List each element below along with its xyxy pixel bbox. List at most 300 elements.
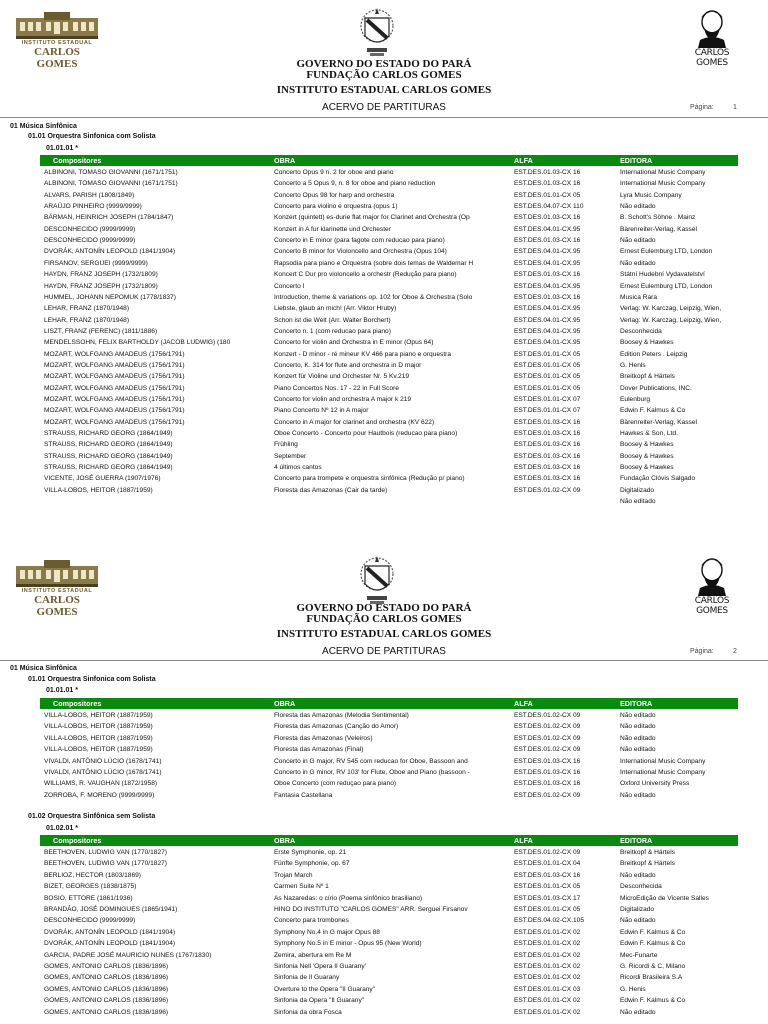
alfa-cell: EST.DES.01.01-CX 05 [514, 384, 581, 392]
alfa-cell: EST.DES.01.02-CX 09 [514, 723, 581, 731]
work-cell: Erste Symphonie, op. 21 [274, 849, 347, 856]
header-institute: INSTITUTO ESTADUAL CARLOS GOMES [276, 84, 492, 96]
publisher-cell: International Music Company [620, 180, 706, 188]
alfa-cell: EST.DES.04.07-CX 110 [514, 203, 584, 211]
table-row [44, 315, 744, 326]
publisher-cell: Lyra Music Company [620, 191, 682, 199]
table-header [40, 698, 738, 709]
composer-cell: VIVALDI, ANTÔNIO LÚCIO (1678/1741) [44, 757, 162, 765]
work-cell: Konzert (quintett) es-durie flat major for Clarinet and Orchestra (Op [274, 214, 470, 222]
table-row [44, 927, 744, 938]
work-cell: Concerto Opus 98 for harp and orchestra [274, 191, 395, 199]
composer-cell: HAYDN, FRANZ JOSEPH (1732/1809) [44, 271, 158, 279]
header-institute: INSTITUTO ESTADUAL CARLOS GOMES [276, 628, 492, 640]
composer-cell: ALBINONI, TOMASO GIOVANNI (1671/1751) [44, 180, 178, 188]
alfa-cell: EST.DES.01.03-CX 16 [514, 180, 581, 188]
composer-cell: MOZART, WOLFGANG AMADEUS (1756/1791) [44, 396, 185, 403]
table-row [44, 246, 744, 257]
publisher-cell: Desconhecida [620, 883, 662, 891]
table-row [44, 281, 744, 292]
table-row [44, 303, 744, 314]
publisher-cell: Musica Rara [620, 293, 658, 301]
work-cell: Concerto for violin and Orchestra in E minor (Opus 64) [274, 339, 434, 347]
page-number: 1 [733, 104, 737, 111]
alfa-cell: EST.DES.01.03-CX 16 [514, 214, 581, 222]
col-work: OBRA [274, 699, 296, 708]
composer-cell: STRAUSS, RICHARD GEORG (1864/1949) [44, 464, 173, 472]
col-composer: Compositores [53, 156, 102, 165]
composer-cell: BEETHOVEN, LUDWIG VAN (1770/1827) [44, 849, 168, 856]
work-cell: Concerto Opus 9 n. 2 for oboe and piano [274, 169, 394, 176]
publisher-cell: International Music Company [620, 769, 706, 776]
table-row [44, 167, 744, 178]
alfa-cell: EST.DES.01.02-CX 09 [514, 791, 581, 799]
composer-cell: HAYDN, FRANZ JOSEPH (1732/1809) [44, 282, 158, 290]
table-row [44, 744, 744, 755]
work-cell: Concerto I [274, 282, 305, 290]
composer-cell: HUMMEL, JOHANN NEPOMUK (1778/1837) [44, 293, 176, 301]
work-cell: Floresta das Amazonas (Veleiros) [274, 734, 373, 742]
table-row [44, 337, 744, 348]
publisher-cell: Digitalizado [620, 486, 655, 494]
col-work: OBRA [274, 156, 296, 165]
composer-cell: FIRSANOV, SERGUEI (9999/9999) [44, 259, 148, 267]
page-label: Página: [690, 648, 714, 655]
page-label: Página: [690, 104, 714, 111]
table-row [44, 190, 744, 201]
composer-cell: BERLIOZ, HECTOR (1803/1869) [44, 871, 141, 879]
report-page-2 [0, 548, 768, 1024]
table-row [44, 756, 744, 767]
alfa-cell: EST.DES.01.03-CX 16 [514, 293, 581, 301]
group-heading: 01.01.01 * [46, 145, 78, 152]
alfa-cell: EST.DES.01.01-CX 05 [514, 883, 581, 891]
work-cell: Fünfte Symphonie, op. 67 [274, 860, 350, 868]
publisher-cell: Não editado [620, 237, 656, 245]
work-cell: Carmen Suite Nº 1 [274, 883, 329, 891]
building-icon [14, 10, 100, 40]
alfa-cell: EST.DES.01.02-CX 09 [514, 746, 581, 754]
alfa-cell: EST.DES.01.03-CX 16 [514, 271, 581, 279]
header-foundation: FUNDAÇÃO CARLOS GOMES [306, 613, 462, 625]
work-cell: As Nazaredas: o círio (Poema sinfônico brasiliano) [274, 894, 423, 902]
work-cell: Liebste, glaub an mich! (Arr. Viktor Hruby) [274, 305, 397, 313]
work-cell: Concerto B minor for Violoncello and Orchestra (Opus 104) [274, 248, 447, 256]
alfa-cell: EST.DES.01.01-CX 02 [514, 940, 581, 948]
instituto-logo [14, 10, 100, 70]
publisher-cell: Edwin F. Kalmus & Co [620, 997, 686, 1005]
alfa-cell: EST.DES.01.01-CX 05 [514, 361, 581, 369]
table-row [44, 360, 744, 371]
work-cell: Overture to the Opera "Il Guarany" [274, 985, 376, 993]
table-row [44, 349, 744, 360]
logo-caption-small: FUNDAÇÃO [698, 44, 726, 49]
composer-cell: DESCONHECIDO (9999/9999) [44, 917, 136, 925]
table-row [44, 462, 744, 473]
work-cell: Sinfonia Nell 'Opera Il Guarany' [274, 963, 366, 970]
logo-title: CARLOS GOMES [34, 594, 80, 618]
publisher-cell: Mec-Funarte [620, 951, 658, 959]
composer-cell: MENDELSSOHN, FELIX BARTHOLDY (JACOB LUDWIG) (180 [44, 339, 231, 347]
alfa-cell: EST.DES.01.03-CX 16 [514, 780, 581, 788]
table-row [44, 710, 744, 721]
work-cell: Floresta das Amazonas (Melodia Sentimental) [274, 712, 409, 719]
building-icon [14, 558, 100, 588]
table-row [44, 178, 744, 189]
composer-cell: BIZET, GEORGES (1838/1875) [44, 883, 137, 891]
alfa-cell: EST.DES.04.01-CX.95 [514, 259, 581, 267]
header-divider [0, 660, 768, 661]
publisher-cell: Não editado [620, 203, 656, 211]
header-government: GOVERNO DO ESTADO DO PARÁ [296, 58, 472, 70]
work-cell: Oboe Concerto (com reduçao para piano) [274, 780, 397, 788]
publisher-cell: Não editado [620, 734, 656, 742]
publisher-cell: Não editado [620, 917, 656, 925]
composer-cell: VILLA-LOBOS, HEITOR (1887/1959) [44, 734, 153, 742]
composer-cell: STRAUSS, RICHARD GEORG (1864/1949) [44, 452, 173, 460]
composer-cell: STRAUSS, RICHARD GEORG (1864/1949) [44, 430, 173, 438]
publisher-cell: Oxford University Press [620, 780, 690, 788]
composer-cell: MOZART, WOLFGANG AMADEUS (1756/1791) [44, 350, 185, 358]
work-cell: Sinfonia da obra Fosca [274, 1008, 342, 1016]
table-row [44, 1007, 744, 1018]
subsection-heading: 01.02 Orquestra Sinfônica sem Solista [28, 813, 156, 820]
table-row [44, 767, 744, 778]
composer-cell: DESCONHECIDO (9999/9999) [44, 237, 136, 245]
table-row [44, 224, 744, 235]
publisher-cell: Edwin F. Kalmus & Co [620, 940, 686, 948]
work-cell: Konzert - D minor - ré mineur KV 466 para piano e orquestra [274, 350, 452, 358]
alfa-cell: EST.DES.01.03-CX 16 [514, 452, 581, 460]
alfa-cell: EST.DES.01.01-CX 02 [514, 974, 581, 982]
alfa-cell: EST.DES.01.01-CX 02 [514, 1008, 581, 1016]
publisher-cell: Não editado [620, 259, 656, 267]
work-cell: September [274, 452, 307, 460]
col-composer: Compositores [53, 699, 102, 708]
subsection-heading: 01.01 Orquestra Sinfonica com Solista [28, 133, 156, 140]
composer-cell: VILLA-LOBOS, HEITOR (1887/1959) [44, 723, 153, 731]
table-row [44, 269, 744, 280]
composer-cell: LISZT, FRANZ (FERENC) (1811/1886) [44, 327, 158, 335]
work-cell: Piano Concerto Nº 12 in A major [274, 407, 369, 415]
work-cell: Concerto n. 1 (com reducao para piano) [274, 327, 391, 335]
composer-cell: LEHAR, FRANZ (1870/1948) [44, 305, 130, 313]
composer-cell: MOZART, WOLFGANG AMADEUS (1756/1791) [44, 361, 185, 369]
header-divider [0, 117, 768, 118]
alfa-cell: EST.DES.01.01-CX 02 [514, 963, 581, 970]
publisher-cell: Boosey & Hawkes [620, 441, 674, 449]
work-cell: Sinfonia da Opera "Il Guarany" [274, 997, 365, 1005]
alfa-cell: EST.DES.01.01-CX 07 [514, 407, 581, 415]
alfa-cell: EST.DES.01.01-CX 05 [514, 373, 581, 381]
table-row [44, 870, 744, 881]
portrait-icon [682, 556, 742, 596]
alfa-cell: EST.DES.01.02-CX 09 [514, 849, 581, 856]
work-cell: Symphony No.5 in E minor - Opus 95 (New World) [274, 940, 422, 948]
work-cell: Rapsodia para piano e Orquestra (sobre dois temas de Waldemar H [274, 259, 474, 267]
work-cell: Schon ist die Welt (Arr. Walter Borchert) [274, 316, 391, 324]
table-row [44, 473, 744, 484]
col-composer: Compositores [53, 836, 102, 845]
state-coat-of-arms-icon [355, 554, 399, 606]
composer-cell: MOZART, WOLFGANG AMADEUS (1756/1791) [44, 418, 185, 426]
publisher-cell: Desconhecida [620, 327, 662, 335]
table-row [44, 394, 744, 405]
publisher-cell: Não editado [620, 791, 656, 799]
table-row [44, 201, 744, 212]
logo-caption: CARLOS GOMES [694, 48, 730, 68]
work-cell: Concerto in E minor (para fagote com reducao para piano) [274, 237, 445, 245]
table-row [44, 383, 744, 394]
publisher-cell: Edwin F. Kalmus & Co [620, 928, 686, 936]
composer-cell: BÄRMAN, HEINRICH JOSEPH (1784/1847) [44, 214, 174, 222]
work-cell: Concerto a 5 Opus 9, n. 8 for oboe and piano reduction [274, 180, 436, 188]
composer-cell: VILLA-LOBOS, HEITOR (1887/1959) [44, 712, 153, 719]
work-cell: Oboe Concerto - Concerto pour Hautbois (reducao para piano) [274, 430, 458, 438]
publisher-cell: Edition Peters . Leipzig [620, 350, 688, 358]
work-cell: Trojan March [274, 871, 313, 879]
publisher-cell: Eulenburg [620, 396, 651, 403]
composer-cell: VIVALDI, ANTÔNIO LÚCIO (1678/1741) [44, 769, 162, 776]
publisher-cell: Não editado [620, 1008, 656, 1016]
report-title: ACERVO DE PARTITURAS [322, 102, 446, 113]
table-row [44, 292, 744, 303]
table-row [44, 496, 744, 507]
publisher-cell: Verlag: W. Karczag, Leipzig, Wien, [620, 316, 722, 324]
publisher-cell: Bärenreiter-Verlag, Kassel [620, 225, 697, 233]
work-cell: Concerto para trombones [274, 917, 349, 925]
page-number: 2 [733, 648, 737, 655]
publisher-cell: G. Henls [620, 361, 646, 369]
table-row [44, 904, 744, 915]
work-cell: Konzert für Violine und Orchester Nr. 5 Kv.219 [274, 373, 409, 381]
publisher-cell: Breitkopf & Härtels [620, 849, 675, 856]
alfa-cell: EST.DES.01.01-CX 02 [514, 997, 581, 1005]
col-alfa: ALFA [514, 699, 533, 708]
publisher-cell: Fundação Clóvis Salgado [620, 475, 696, 483]
composer-cell: ARAÚJO PINHEIRO (9999/9999) [44, 203, 142, 211]
publisher-cell: Breitkopf & Härtels [620, 373, 675, 381]
table-row [44, 984, 744, 995]
composer-cell: VICENTE, JOSÉ GUERRA (1907/1976) [44, 475, 161, 483]
alfa-cell: EST.DES.01.01-CX 05 [514, 191, 581, 199]
composer-cell: STRAUSS, RICHARD GEORG (1864/1949) [44, 441, 173, 449]
table-row [44, 893, 744, 904]
col-work: OBRA [274, 836, 296, 845]
alfa-cell: EST.DES.01.02-CX 09 [514, 486, 581, 494]
header-government: GOVERNO DO ESTADO DO PARÁ [296, 602, 472, 614]
alfa-cell: EST.DES.01.02-CX 09 [514, 712, 581, 719]
publisher-cell: Não editado [620, 723, 656, 731]
publisher-cell: International Music Company [620, 757, 706, 765]
col-publisher: EDITORA [620, 699, 653, 708]
group-heading: 01.02.01 * [46, 825, 78, 832]
composer-cell: GOMES, ANTONIO CARLOS (1836/1896) [44, 974, 169, 982]
header-foundation: FUNDAÇÃO CARLOS GOMES [306, 69, 462, 81]
publisher-cell: B. Schott's Söhne . Mainz [620, 214, 696, 222]
table-row [44, 995, 744, 1006]
composer-cell: GOMES, ANTONIO CARLOS (1836/1896) [44, 963, 169, 970]
work-cell: HINO DO INSTITUTO "CARLOS GOMES" ARR. Serguei Firsanov [274, 906, 468, 913]
alfa-cell: EST.DES.01.03-CX 16 [514, 169, 581, 176]
alfa-cell: EST.DES.01.03-CX 16 [514, 475, 581, 483]
composer-cell: ALVARS, PARISH (1808/1849) [44, 191, 135, 199]
table-header [40, 155, 738, 166]
fundacao-logo [682, 8, 742, 68]
work-cell: Floresta das Amazonas (Canção do Amor) [274, 723, 399, 731]
composer-cell: GOMES, ANTONIO CARLOS (1836/1896) [44, 997, 169, 1005]
logo-caption-small: FUNDAÇÃO [698, 592, 726, 597]
subsection-heading: 01.01 Orquestra Sinfonica com Solista [28, 676, 156, 683]
alfa-cell: EST.DES.01.01-CX 05 [514, 350, 581, 358]
alfa-cell: EST.DES.01.03-CX 16 [514, 464, 581, 472]
composer-cell: DVORÁK, ANTONÍN LEOPOLD (1841/1904) [44, 248, 176, 256]
alfa-cell: EST.DES.01.01-CX 05 [514, 906, 581, 913]
section-heading: 01 Música Sinfônica [10, 123, 77, 130]
report-title: ACERVO DE PARTITURAS [322, 646, 446, 657]
composer-cell: BEETHOVEN, LUDWIG VAN (1770/1827) [44, 860, 168, 868]
work-cell: Konzert in A fur klarinette und Orchester [274, 225, 391, 233]
table-row [44, 451, 744, 462]
composer-cell: BRANDÃO, JOSÉ DOMINGUES (1865/1941) [44, 906, 178, 913]
composer-cell: GOMES, ANTONIO CARLOS (1836/1896) [44, 985, 169, 993]
publisher-cell: Ernest Eulemburg LTD, London [620, 282, 713, 290]
table-row [44, 790, 744, 801]
publisher-cell: MicroEdição de Vicente Salles [620, 894, 709, 902]
logo-title: CARLOS GOMES [34, 46, 80, 70]
composer-cell: MOZART, WOLFGANG AMADEUS (1756/1791) [44, 384, 185, 392]
table-row [44, 778, 744, 789]
table-row [44, 439, 744, 450]
alfa-cell: EST.DES.04.01-CX.95 [514, 305, 581, 313]
table-row [44, 258, 744, 269]
col-alfa: ALFA [514, 156, 533, 165]
alfa-cell: EST.DES.04.01-CX.95 [514, 282, 581, 290]
work-cell: Introduction, theme & variations op. 102 for Oboe & Orchestra (Solo [274, 293, 473, 301]
table-row [44, 733, 744, 744]
alfa-cell: EST.DES.01.03-CX 16 [514, 871, 581, 879]
logo-caption: CARLOS GOMES [694, 596, 730, 616]
alfa-cell: EST.DES.01.01-CX 02 [514, 928, 581, 936]
alfa-cell: EST.DES.01.03-CX 16 [514, 418, 581, 426]
composer-cell: VILLA-LOBOS, HEITOR (1887/1959) [44, 746, 153, 754]
table-row [44, 212, 744, 223]
publisher-cell: Bärenreiter-Verlag, Kassel [620, 418, 697, 426]
work-cell: 4 últimos cantos [274, 464, 322, 472]
table-row [44, 972, 744, 983]
composer-cell: WILLIAMS, R. VAUGHAN (1872/1958) [44, 780, 158, 788]
composer-cell: ZORROBA, F. MORENO (9999/9999) [44, 791, 155, 799]
work-cell: Symphony No.4 in G major Opus 88 [274, 928, 380, 936]
work-cell: Concerto in G minor, RV 103' for Flute, Oboe and Piano (bassoon - [274, 769, 470, 776]
table-row [44, 881, 744, 892]
composer-cell: DESCONHECIDO (9999/9999) [44, 225, 136, 233]
publisher-cell: Státní Hudební Vydavatelství [620, 271, 705, 279]
work-cell: Koncert C Dur pro violoncello a orchestr (Redução para piano) [274, 271, 457, 279]
publisher-cell: Verlag: W. Karczag, Leipzig, Wien, [620, 305, 722, 313]
group-heading: 01.01.01 * [46, 687, 78, 694]
table-row [44, 938, 744, 949]
work-cell: Concerto para violino e orquestra (opus 1) [274, 203, 398, 211]
table-row [44, 950, 744, 961]
composer-cell: GARCIA, PADRE JOSÉ MAURICIO NUNES (1767/1830) [44, 951, 212, 959]
logo-subtitle: INSTITUTO ESTADUAL [21, 40, 93, 46]
work-cell: Concerto for violin and orchestra A major k 219 [274, 396, 412, 403]
work-cell: Concerto in G major, RV 545 com reducao for Oboe, Bassoon and [274, 757, 468, 765]
alfa-cell: EST.DES.01.01-CX 02 [514, 951, 581, 959]
alfa-cell: EST.DES.04.01-CX.95 [514, 327, 581, 335]
publisher-cell: Não editado [620, 712, 656, 719]
logo-subtitle: INSTITUTO ESTADUAL [21, 588, 93, 594]
alfa-cell: EST.DES.01.02-CX 09 [514, 734, 581, 742]
alfa-cell: EST.DES.01.03-CX 16 [514, 757, 581, 765]
state-coat-of-arms-icon [355, 6, 399, 58]
publisher-cell: Boosey & Hawkes [620, 452, 674, 460]
composer-cell: DVORÁK, ANTONÍN LEOPOLD (1841/1904) [44, 940, 176, 948]
alfa-cell: EST.DES.01.03-CX 16 [514, 237, 581, 245]
table-row [44, 405, 744, 416]
composer-cell: VILLA-LOBOS, HEITOR (1887/1959) [44, 486, 153, 494]
composer-cell: ALBINONI, TOMASO GIOVANNI (1671/1751) [44, 169, 178, 176]
publisher-cell: Não editado [620, 871, 656, 879]
publisher-cell: Ernest Eulemburg LTD, London [620, 248, 713, 256]
publisher-cell: Breitkopf & Härtels [620, 860, 675, 868]
alfa-cell: EST.DES.04.02-CX.105 [514, 917, 585, 925]
publisher-cell: Dover Publications, INC. [620, 384, 692, 392]
table-row [44, 417, 744, 428]
section-heading: 01 Música Sinfônica [10, 665, 77, 672]
instituto-logo [14, 558, 100, 618]
work-cell: Concerto, K. 314 for flute and orchestra in D major [274, 361, 422, 369]
alfa-cell: EST.DES.01.01-CX 03 [514, 985, 581, 993]
work-cell: Floresta das Amazonas (Cair da tarde) [274, 486, 388, 494]
composer-cell: DVORÁK, ANTONÍN LEOPOLD (1841/1904) [44, 928, 176, 936]
table-row [44, 326, 744, 337]
composer-cell: LEHAR, FRANZ (1870/1948) [44, 316, 130, 324]
alfa-cell: EST.DES.04.01-CX.95 [514, 225, 581, 233]
table-row [44, 721, 744, 732]
alfa-cell: EST.DES.04.01-CX.95 [514, 339, 581, 347]
composer-cell: MOZART, WOLFGANG AMADEUS (1756/1791) [44, 407, 185, 415]
col-publisher: EDITORA [620, 836, 653, 845]
publisher-cell: Hawkes & Son, Ltd. [620, 430, 678, 438]
publisher-cell: G. Henis [620, 985, 646, 993]
table-header [40, 835, 738, 846]
col-publisher: EDITORA [620, 156, 653, 165]
publisher-cell: International Music Company [620, 169, 706, 176]
table-row [44, 235, 744, 246]
work-cell: Concerto in A major for clarinet and orchestra (KV 622) [274, 418, 435, 426]
publisher-cell: Boosey & Hawkes [620, 464, 674, 472]
work-cell: Fantasia Castellana [274, 791, 333, 799]
work-cell: Concerto para trompete e orquestra sinfônica (Redução p/ piano) [274, 475, 465, 483]
alfa-cell: EST.DES.01.03-CX 16 [514, 430, 581, 438]
work-cell: Piano Concertos Nos. 17 - 22 in Full Score [274, 384, 399, 392]
alfa-cell: EST.DES.01.01-CX 07 [514, 396, 581, 403]
alfa-cell: EST.DES.01.01-CX 04 [514, 860, 581, 868]
publisher-cell: Ricordi Brasileira S.A [620, 974, 683, 982]
table-row [44, 847, 744, 858]
alfa-cell: EST.DES.01.03-CX 17 [514, 894, 581, 902]
composer-cell: MOZART, WOLFGANG AMADEUS (1756/1791) [44, 373, 185, 381]
table-row [44, 428, 744, 439]
alfa-cell: EST.DES.04.01-CX.95 [514, 248, 581, 256]
portrait-icon [682, 8, 742, 48]
alfa-cell: EST.DES.01.03-CX 16 [514, 441, 581, 449]
alfa-cell: EST.DES.01.03-CX 16 [514, 769, 581, 776]
publisher-cell: Edwin F. Kalmus & Co [620, 407, 686, 415]
col-alfa: ALFA [514, 836, 533, 845]
